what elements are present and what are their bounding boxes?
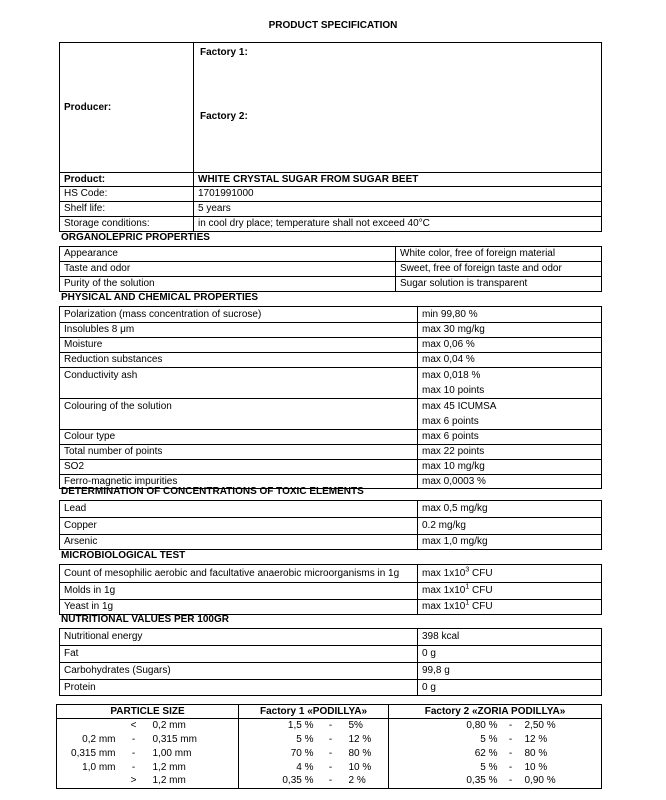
table-row [60,518,602,535]
factory-2-label: Factory 2: [200,111,248,122]
purity-label: Purity of the solution [60,277,396,292]
table-row [60,663,602,680]
particle-f1-min: 0,35 % [239,775,317,789]
particle-f2-min: 62 % [389,747,501,761]
physical-heading: PHYSICAL AND CHEMICAL PROPERTIES [61,292,259,303]
protein-label: Protein [60,680,418,696]
insolubles-value: max 30 mg/kg [418,323,602,338]
table-row [60,262,602,277]
particle-size-from: 0,315 mm [57,747,119,761]
producer-table [59,42,602,173]
conductivity-label: Conductivity ash [60,368,418,399]
particle-f1-max: 80 % [345,747,389,761]
table-row [60,323,602,338]
particle-f1-max: 10 % [345,761,389,775]
colouring-value-2: max 6 points [422,416,479,427]
nutrition-heading: NUTRITIONAL VALUES PER 100GR [61,614,229,625]
table-row [60,187,602,202]
table-row [60,368,602,399]
particle-f2-sep: - [508,733,513,745]
carbs-label: Carbohydrates (Sugars) [60,663,418,680]
particle-size-sep: - [131,733,136,745]
storage-value: in cool dry place; temperature shall not exceed 40°C [194,217,602,232]
protein-value: 0 g [418,680,602,696]
table-row [60,445,602,460]
particle-body [56,718,602,789]
reduction-value: max 0,04 % [418,353,602,368]
particle-size-from [57,775,119,789]
molds-value-exp: 1 [465,583,470,591]
particle-size-to: 0,315 mm [149,733,239,747]
fat-label: Fat [60,646,418,663]
particle-size-sep: < [119,719,149,733]
table-row [57,705,602,719]
factory-1-header: Factory 1 «PODILLYA» [239,705,389,719]
mesophilic-value [418,565,602,583]
fat-value: 0 g [418,646,602,663]
particle-size-to: 1,2 mm [149,775,239,789]
so2-label: SO2 [60,460,418,475]
particle-f1-max: 5% [345,719,389,733]
particle-size-sep: - [131,747,136,759]
particle-f2-sep: - [501,719,521,733]
hs-code-value: 1701991000 [194,187,602,202]
taste-label: Taste and odor [60,262,396,277]
micro-table [59,564,602,615]
particle-f2-sep: - [508,761,513,773]
conductivity-value [418,368,602,399]
physical-table [59,306,602,489]
particle-size-from [57,719,119,733]
particle-f2-max: 2,50 % [521,719,602,733]
particle-f1-sep: - [317,719,345,733]
particle-size-from: 1,0 mm [57,761,119,775]
particle-f2-min: 0,80 % [389,719,501,733]
molds-value [418,583,602,600]
ferro-value: max 0,0003 % [418,475,602,489]
yeast-value-base: max 1x10 [422,601,466,612]
particle-f1-max: 12 % [345,733,389,747]
yeast-value-unit: CFU [469,601,493,612]
particle-f1-sep: - [328,761,333,773]
factory-1-label: Factory 1: [200,47,248,58]
copper-value: 0.2 mg/kg [418,518,602,535]
table-row [57,719,602,733]
particle-f2-sep: - [508,747,513,759]
polarization-value: min 99,80 % [418,307,602,323]
table-row [60,460,602,475]
table-row [60,247,602,262]
colouring-value-1: max 45 ICUMSA [422,401,497,412]
product-value: WHITE CRYSTAL SUGAR FROM SUGAR BEET [194,173,602,187]
table-row [60,629,602,646]
storage-label: Storage conditions: [60,217,194,232]
particle-size-to: 0,2 mm [149,719,239,733]
particle-size-to: 1,2 mm [149,761,239,775]
molds-value-base: max 1x10 [422,585,466,596]
colour-type-label: Colour type [60,430,418,445]
mesophilic-value-base: max 1x10 [422,567,466,579]
appearance-label: Appearance [60,247,396,262]
organoleptic-table [59,246,602,292]
table-row [60,173,602,187]
particle-f2-min: 0,35 % [389,775,501,789]
reduction-label: Reduction substances [60,353,418,368]
table-row [60,680,602,696]
carbs-value: 99,8 g [418,663,602,680]
page-title: PRODUCT SPECIFICATION [268,20,398,31]
table-row [60,338,602,353]
table-row [60,501,602,518]
table-row [60,277,602,292]
conductivity-value-1: max 0,018 % [422,370,481,381]
total-points-value: max 22 points [418,445,602,460]
particle-f1-min: 70 % [239,747,317,761]
factory-2-header: Factory 2 «ZORIA PODILLYA» [389,705,602,719]
table-row [57,775,602,789]
purity-value: Sugar solution is transparent [396,277,602,292]
product-label: Product: [60,173,194,187]
particle-size-header: PARTICLE SIZE [57,705,239,719]
particle-f1-min: 1,5 % [239,719,317,733]
particle-f1-sep: - [328,747,333,759]
particle-f1-max: 2 % [345,775,389,789]
particle-size-sep: - [131,761,136,773]
yeast-value [418,600,602,615]
shelf-life-label: Shelf life: [60,202,194,217]
table-row [57,761,602,775]
colour-type-value: max 6 points [418,430,602,445]
mesophilic-value-unit: CFU [469,567,493,579]
table-row [60,600,602,615]
colouring-value [418,399,602,430]
energy-value: 398 kcal [418,629,602,646]
particle-f1-sep: - [317,775,345,789]
lead-value: max 0,5 mg/kg [418,501,602,518]
nutrition-table [59,628,602,696]
energy-label: Nutritional energy [60,629,418,646]
molds-label: Molds in 1g [60,583,418,600]
particle-size-sep: > [119,775,149,789]
particle-f2-max: 80 % [521,747,602,761]
so2-value: max 10 mg/kg [418,460,602,475]
insolubles-label: Insolubles 8 μm [60,323,418,338]
copper-label: Copper [60,518,418,535]
arsenic-value: max 1,0 mg/kg [418,535,602,550]
particle-f2-max: 12 % [521,733,602,747]
arsenic-label: Arsenic [60,535,418,550]
colouring-label: Colouring of the solution [60,399,418,430]
table-row [60,535,602,550]
yeast-value-exp: 1 [465,599,470,607]
producer-factories [194,43,602,173]
moisture-label: Moisture [60,338,418,353]
table-row [60,399,602,430]
lead-label: Lead [60,501,418,518]
table-row [60,217,602,232]
particle-f2-min: 5 % [389,733,501,747]
total-points-label: Total number of points [60,445,418,460]
toxic-table [59,500,602,550]
particle-f1-sep: - [328,733,333,745]
moisture-value: max 0,06 % [418,338,602,353]
particle-f2-sep: - [501,775,521,789]
table-row [60,565,602,583]
toxic-heading: DETERMINATION OF CONCENTRATIONS OF TOXIC ELEMENTS [61,486,364,497]
shelf-life-value: 5 years [194,202,602,217]
mesophilic-label: Count of mesophilic aerobic and facultative anaerobic microorganisms in 1g [60,565,418,583]
appearance-value: White color, free of foreign material [396,247,602,262]
polarization-label: Polarization (mass concentration of sucrose) [60,307,418,323]
micro-heading: MICROBIOLOGICAL TEST [61,550,186,561]
table-row [60,353,602,368]
particle-size-to: 1,00 mm [149,747,239,761]
organoleptic-heading: ORGANOLEPRIC PROPERTIES [61,232,210,243]
particle-size-from: 0,2 mm [57,733,119,747]
particle-f2-max: 0,90 % [521,775,602,789]
molds-value-unit: CFU [469,585,493,596]
table-row [57,733,602,747]
table-row [60,202,602,217]
particle-f2-min: 5 % [389,761,501,775]
particle-f2-max: 10 % [521,761,602,775]
taste-value: Sweet, free of foreign taste and odor [396,262,602,277]
yeast-label: Yeast in 1g [60,600,418,615]
table-row [60,430,602,445]
producer-label: Producer: [60,43,194,173]
ferro-label: Ferro-magnetic impurities [60,475,418,489]
product-info-table [59,172,602,232]
table-row [60,583,602,600]
table-row [57,747,602,761]
particle-f1-min: 5 % [239,733,317,747]
conductivity-value-2: max 10 points [422,385,485,396]
table-row [60,646,602,663]
particle-f1-min: 4 % [239,761,317,775]
particle-table [56,704,602,719]
mesophilic-value-exp: 3 [465,566,470,574]
hs-code-label: HS Code: [60,187,194,202]
table-row [60,307,602,323]
